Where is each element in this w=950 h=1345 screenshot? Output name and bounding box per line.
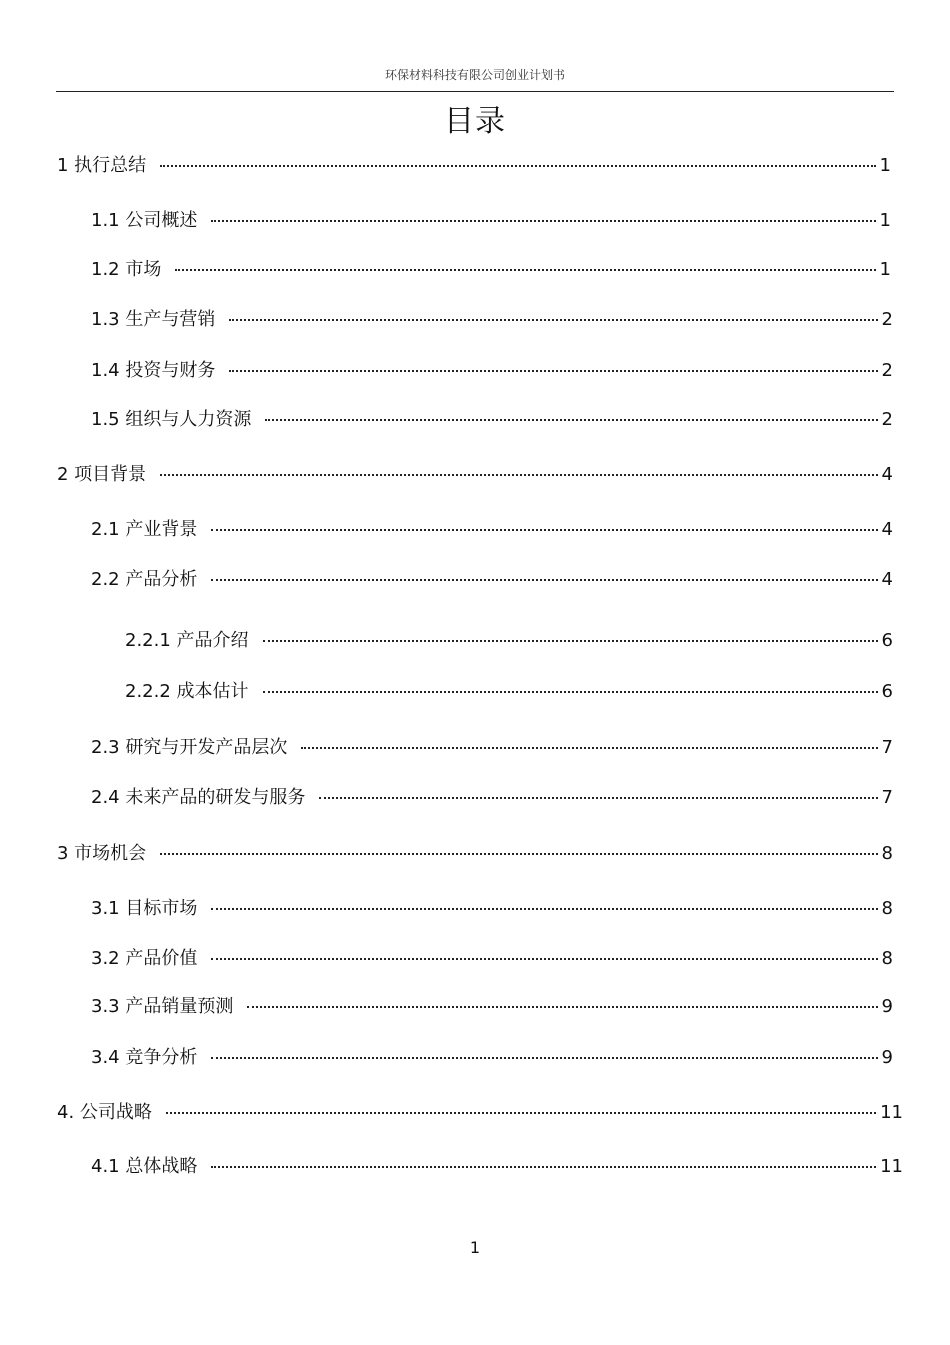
toc-entry-page: 11 [880,1102,903,1123]
toc-entry-page: 8 [881,898,893,919]
toc-entry[interactable] [91,946,893,972]
toc-entry-page: 8 [881,843,893,864]
toc-entry-label: 2.3 研究与开发产品层次 [91,737,288,758]
toc-leader-dots [301,747,877,749]
toc-entry-label: 3.4 竞争分析 [91,1047,198,1068]
toc-entry[interactable] [91,307,893,333]
toc-entry-page: 8 [881,948,893,969]
toc-entry-label: 1.4 投资与财务 [91,360,216,381]
toc-entry-page: 2 [881,360,893,381]
toc-entry-page: 9 [881,1047,893,1068]
toc-entry-label: 1.2 市场 [91,259,162,280]
toc-entry-page: 1 [879,155,891,176]
toc-entry[interactable] [125,679,893,705]
toc-leader-dots [265,419,877,421]
toc-leader-dots [160,165,875,167]
toc-entry[interactable] [57,1100,903,1126]
toc-leader-dots [211,1057,877,1059]
toc-entry[interactable] [91,358,893,384]
toc-entry[interactable] [91,785,893,811]
document-header-title: 环保材料科技有限公司创业计划书 [384,68,565,82]
toc-leader-dots [211,220,875,222]
toc-entry[interactable] [91,517,893,543]
toc-leader-dots [211,1166,876,1168]
toc-entry-label: 3.2 产品价值 [91,948,198,969]
toc-leader-dots [263,691,878,693]
toc-entry-page: 4 [881,464,893,485]
toc-entry-label: 3.1 目标市场 [91,898,198,919]
toc-entry-page: 1 [879,259,891,280]
toc-entry-label: 4.1 总体战略 [91,1156,198,1177]
toc-entry-page: 4 [881,519,893,540]
toc-leader-dots [211,529,877,531]
toc-leader-dots [263,640,878,642]
page-number: 1 [469,1238,481,1257]
toc-leader-dots [166,1112,876,1114]
toc-leader-dots [319,797,877,799]
toc-entry[interactable] [57,153,891,179]
toc-entry[interactable] [57,462,893,488]
toc-entry[interactable] [91,896,893,922]
toc-entry[interactable] [91,208,891,234]
toc-entry-label: 1.1 公司概述 [91,210,198,231]
toc-entry-page: 7 [881,787,893,808]
toc-entry-page: 7 [881,737,893,758]
toc-entry[interactable] [91,1154,903,1180]
toc-entry-page: 6 [881,681,893,702]
toc-leader-dots [211,579,877,581]
toc-entry-label: 3 市场机会 [57,843,147,864]
toc-entry-label: 2.2 产品分析 [91,569,198,590]
toc-entry[interactable] [91,407,893,433]
toc-entry[interactable] [57,841,893,867]
toc-leader-dots [175,269,875,271]
toc-entry[interactable] [91,994,893,1020]
toc-leader-dots [211,908,877,910]
toc-entry-page: 2 [881,309,893,330]
toc-entry-page: 1 [879,210,891,231]
toc-leader-dots [247,1006,877,1008]
toc-entry[interactable] [91,257,891,283]
toc-entry[interactable] [125,628,893,654]
toc-entry-page: 2 [881,409,893,430]
toc-entry-page: 6 [881,630,893,651]
toc-entry-label: 1.5 组织与人力资源 [91,409,252,430]
toc-leader-dots [160,474,877,476]
toc-leader-dots [211,958,877,960]
toc-leader-dots [229,319,877,321]
toc-entry-label: 4. 公司战略 [57,1102,152,1123]
toc-title: 目录 [444,104,506,139]
toc-entry-label: 2.2.1 产品介绍 [125,630,249,651]
toc-entry-label: 1.3 生产与营销 [91,309,216,330]
toc-entry[interactable] [91,735,893,761]
toc-entry-label: 1 执行总结 [57,155,147,176]
toc-entry-label: 2.1 产业背景 [91,519,198,540]
toc-entry-label: 2 项目背景 [57,464,147,485]
toc-entry[interactable] [91,1045,893,1071]
toc-entry-page: 4 [881,569,893,590]
toc-entry-label: 3.3 产品销量预测 [91,996,234,1017]
toc-entry-page: 9 [881,996,893,1017]
toc-entry[interactable] [91,567,893,593]
toc-entry-label: 2.2.2 成本估计 [125,681,249,702]
toc-entry-label: 2.4 未来产品的研发与服务 [91,787,306,808]
toc-leader-dots [160,853,877,855]
toc-entry-page: 11 [880,1156,903,1177]
toc-leader-dots [229,370,877,372]
